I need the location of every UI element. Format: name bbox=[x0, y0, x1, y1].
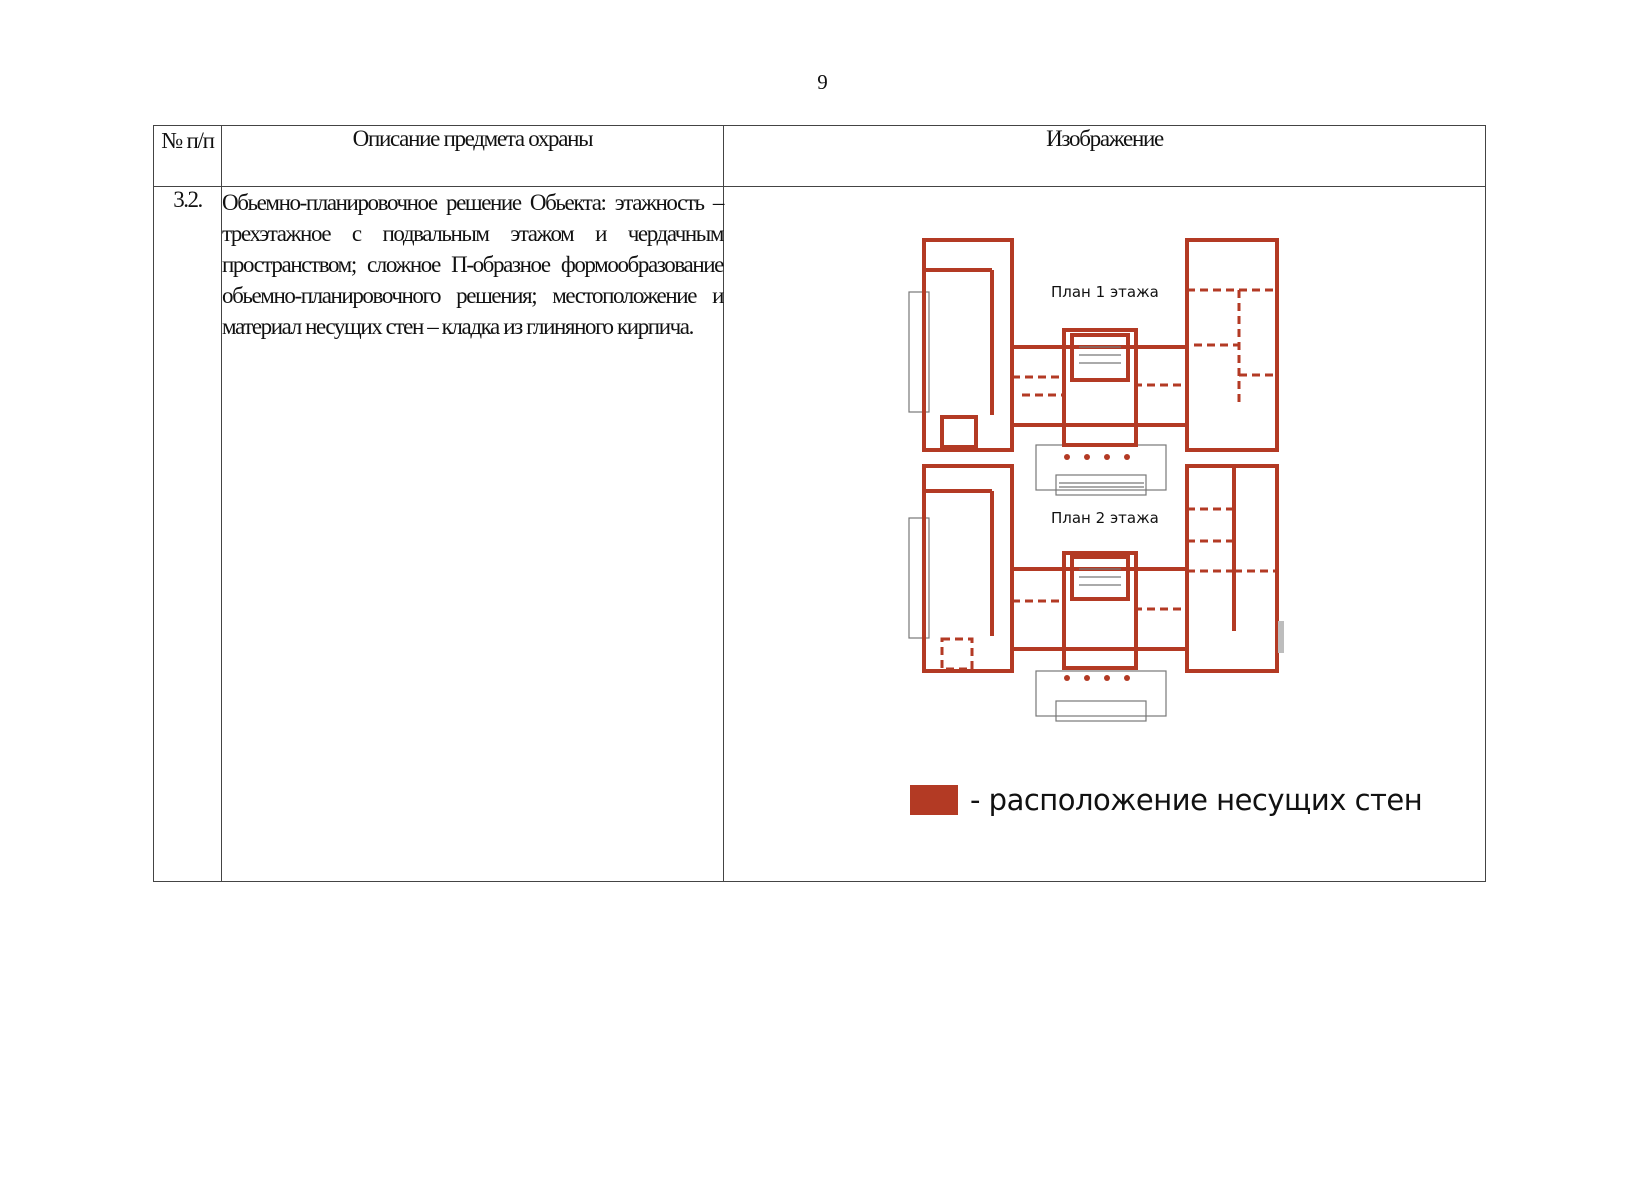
row-description: Обьемно-планировочное решение Обьекта: этажность – трехэтажное с подвальным этажом и чердачным пространством; сложное П-образное формообразование обьемно-планировочного решения; местоположение и материал несущих стен – кладка из глиняного кирпича. bbox=[222, 187, 724, 882]
floor-plan-1 bbox=[909, 240, 1277, 495]
header-description: Описание предмета охраны bbox=[222, 126, 724, 187]
floor-plans-figure bbox=[904, 235, 1304, 725]
floor-plan-2 bbox=[909, 466, 1284, 721]
legend bbox=[910, 783, 1422, 817]
protection-subject-table bbox=[153, 125, 1486, 882]
plan-2-label: План 2 этажа bbox=[1051, 509, 1159, 527]
table-row bbox=[154, 187, 1486, 882]
row-image-cell bbox=[724, 187, 1486, 882]
header-image: Изображение bbox=[724, 126, 1486, 187]
row-number: 3.2. bbox=[154, 187, 222, 882]
page-number: 9 bbox=[817, 70, 828, 94]
table-header-row bbox=[154, 126, 1486, 187]
plan-1-label: План 1 этажа bbox=[1051, 283, 1159, 301]
legend-swatch bbox=[910, 785, 958, 815]
legend-label: - расположение несущих стен bbox=[970, 783, 1423, 817]
header-number: № п/п bbox=[154, 126, 222, 187]
